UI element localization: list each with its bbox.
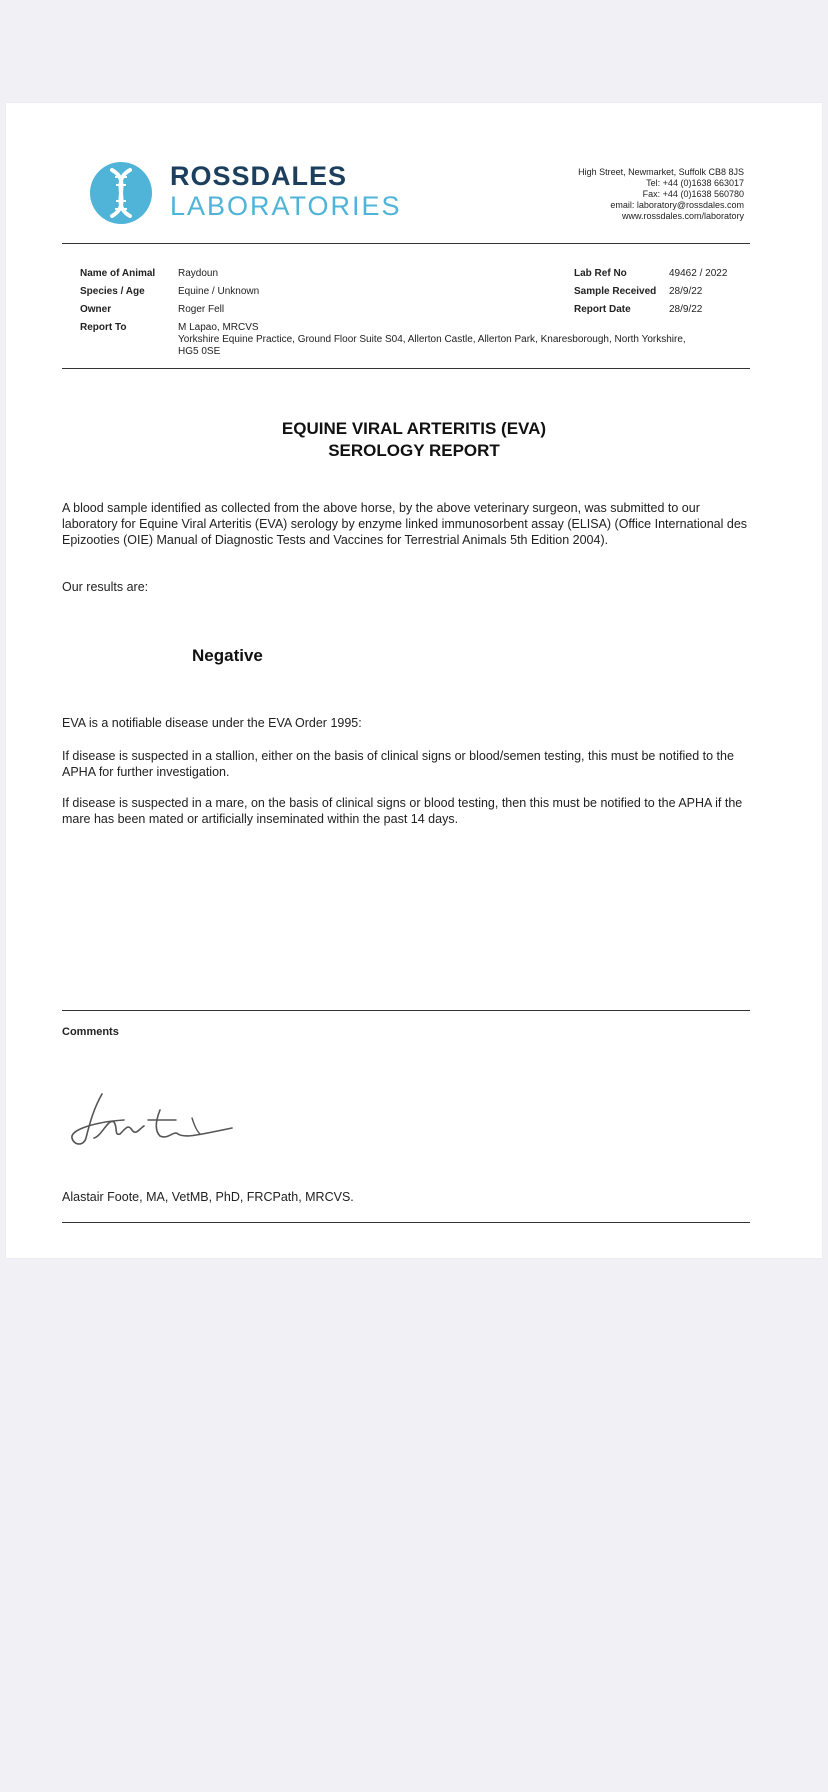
animal-name-value: Raydoun	[178, 268, 219, 279]
notifiable-note: EVA is a notifiable disease under the EVA Order 1995:	[62, 716, 362, 730]
info-divider	[62, 368, 750, 369]
signatory-name: Alastair Foote, MA, VetMB, PhD, FRCPath, MRCVS.	[62, 1190, 354, 1204]
report-to-label: Report To	[80, 322, 127, 333]
report-date-label: Report Date	[574, 304, 631, 315]
website-line: www.rossdales.com/laboratory	[621, 211, 744, 221]
species-label: Species / Age	[80, 286, 145, 297]
animal-name-label: Name of Animal	[80, 268, 156, 279]
species-value: Equine / Unknown	[178, 286, 260, 297]
sample-info	[80, 268, 750, 360]
sample-received-value: 28/9/22	[669, 286, 703, 297]
phone-line: Tel: +44 (0)1638 663017	[646, 178, 744, 188]
comments-divider	[62, 1010, 750, 1011]
dna-logo-icon	[90, 162, 152, 224]
comments-label: Comments	[62, 1026, 119, 1038]
lab-address	[578, 167, 744, 222]
header-divider	[62, 243, 750, 244]
sample-received-label: Sample Received	[574, 286, 657, 297]
results-intro: Our results are:	[62, 580, 149, 594]
fax-line: Fax: +44 (0)1638 560780	[642, 189, 744, 199]
brand-subtitle: LABORATORIES	[170, 191, 402, 221]
mare-note: If disease is suspected in a mare, on the basis of clinical signs or blood testing, then this must be notified to the APHA if the mare has been mated or artificially inseminated within the past 14 days.	[62, 796, 743, 826]
practice-address: Yorkshire Equine Practice, Ground Floor Suite S04, Allerton Castle, Allerton Park, Knaresborough, North Yorkshire,	[178, 334, 686, 345]
report-date-value: 28/9/22	[669, 304, 703, 315]
brand-name: ROSSDALES	[170, 161, 348, 191]
owner-label: Owner	[80, 304, 112, 315]
test-result: Negative	[192, 646, 263, 665]
info-row	[80, 322, 750, 360]
vet-name: M Lapao, MRCVS	[178, 322, 259, 333]
report-to-value	[178, 322, 686, 358]
report-title: EQUINE VIRAL ARTERITIS (EVA)	[281, 419, 547, 438]
stallion-note: If disease is suspected in a stallion, either on the basis of clinical signs or blood/semen testing, this must be notified to the APHA for further investigation.	[62, 749, 734, 779]
address-line: High Street, Newmarket, Suffolk CB8 8JS	[578, 167, 744, 177]
info-row	[80, 286, 750, 304]
info-row	[80, 268, 750, 286]
company-logo	[90, 158, 430, 228]
lab-ref-value: 49462 / 2022	[669, 268, 728, 279]
report-subtitle: SEROLOGY REPORT	[328, 441, 500, 460]
intro-paragraph: A blood sample identified as collected from the above horse, by the above veterinary surgeon, was submitted to our laboratory for Equine Viral Arteritis (EVA) serology by enzyme linked immunosorbent assay (ELISA) (Office International des Epizooties (OIE) Manual of Diagnostic Tests and Vaccines for Terrestrial Animals 5th Edition 2004).	[62, 501, 748, 547]
lab-ref-label: Lab Ref No	[574, 268, 627, 279]
owner-value: Roger Fell	[178, 304, 225, 315]
footer-divider	[62, 1222, 750, 1223]
signature	[64, 1088, 254, 1158]
info-row	[80, 304, 750, 322]
practice-postcode: HG5 0SE	[178, 346, 221, 357]
email-line: email: laboratory@rossdales.com	[610, 200, 744, 210]
report-page	[6, 103, 822, 1258]
